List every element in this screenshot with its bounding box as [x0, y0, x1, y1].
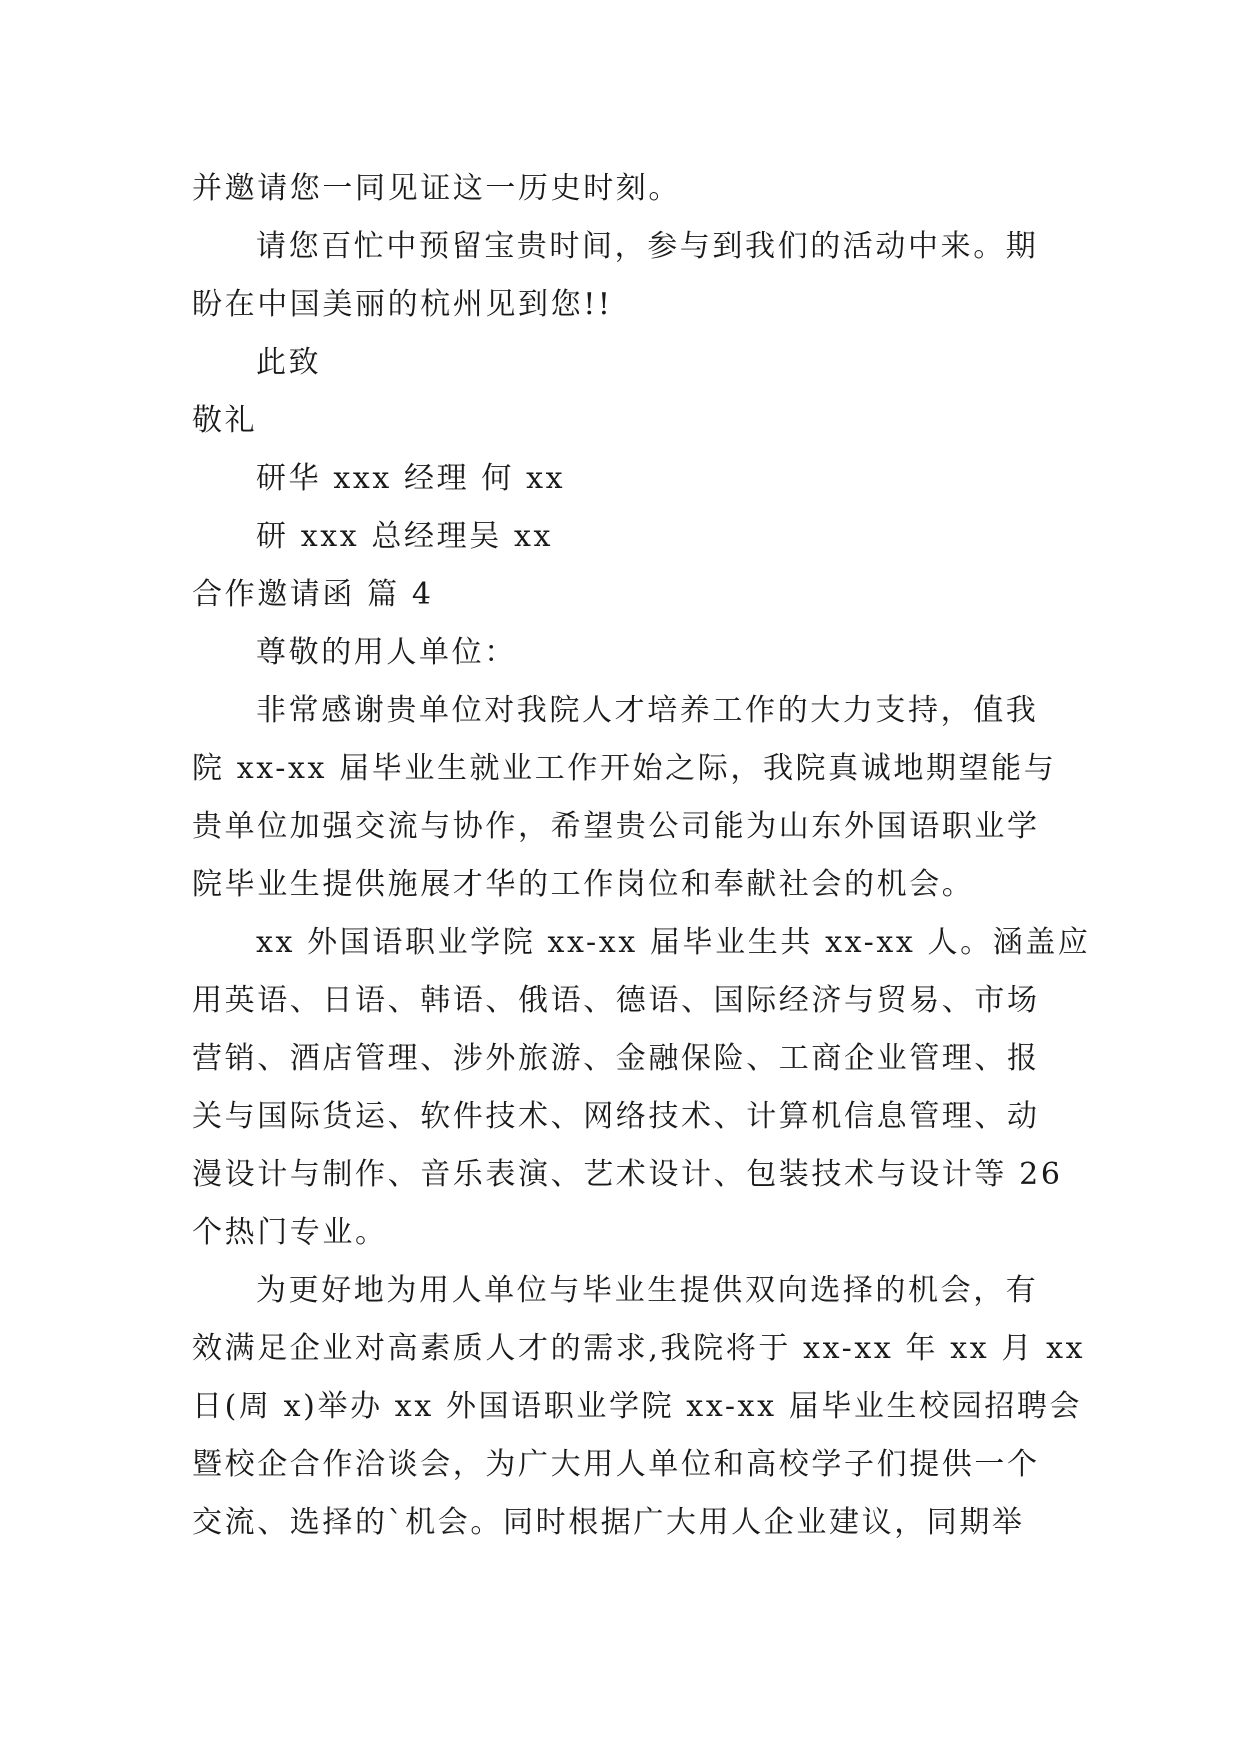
- text-line: 交流、选择的`机会。同时根据广大用人企业建议，同期举: [192, 1505, 1025, 1540]
- text-line: 盼在中国美丽的杭州见到您!!: [192, 287, 613, 322]
- text-line: 关与国际货运、软件技术、网络技术、计算机信息管理、动: [192, 1099, 1040, 1134]
- text-line: 用英语、日语、韩语、俄语、德语、国际经济与贸易、市场: [192, 983, 1040, 1018]
- signature-line: 研华 xxx 经理 何 xx: [256, 461, 566, 496]
- signature-line: 研 xxx 总经理吴 xx: [256, 519, 554, 554]
- text-line: 为更好地为用人单位与毕业生提供双向选择的机会，有: [256, 1273, 1039, 1308]
- text-line: 院毕业生提供施展才华的工作岗位和奉献社会的机会。: [192, 867, 975, 902]
- closing-salutation: 此致: [256, 345, 322, 380]
- text-line: 请您百忙中预留宝贵时间，参与到我们的活动中来。期: [256, 229, 1039, 264]
- greeting: 尊敬的用人单位：: [256, 635, 517, 670]
- text-line: 非常感谢贵单位对我院人才培养工作的大力支持，值我: [256, 693, 1039, 728]
- text-line: 营销、酒店管理、涉外旅游、金融保险、工商企业管理、报: [192, 1041, 1040, 1076]
- section-heading: 合作邀请函 篇 4: [192, 577, 434, 612]
- text-line: 日(周 x)举办 xx 外国语职业学院 xx-xx 届毕业生校园招聘会: [192, 1389, 1083, 1424]
- text-line: 暨校企合作洽谈会，为广大用人单位和高校学子们提供一个: [192, 1447, 1040, 1482]
- closing-regards: 敬礼: [192, 403, 258, 438]
- text-line: 漫设计与制作、音乐表演、艺术设计、包装技术与设计等 26: [192, 1157, 1063, 1192]
- text-line: 个热门专业。: [192, 1215, 388, 1250]
- text-line: 效满足企业对高素质人才的需求,我院将于 xx-xx 年 xx 月 xx: [192, 1331, 1086, 1366]
- text-line: 院 xx-xx 届毕业生就业工作开始之际，我院真诚地期望能与: [192, 751, 1057, 786]
- text-line: 并邀请您一同见证这一历史时刻。: [192, 171, 681, 206]
- text-line: 贵单位加强交流与协作，希望贵公司能为山东外国语职业学: [192, 809, 1040, 844]
- text-line: xx 外国语职业学院 xx-xx 届毕业生共 xx-xx 人。涵盖应: [256, 925, 1091, 960]
- document-body: [192, 160, 1091, 1552]
